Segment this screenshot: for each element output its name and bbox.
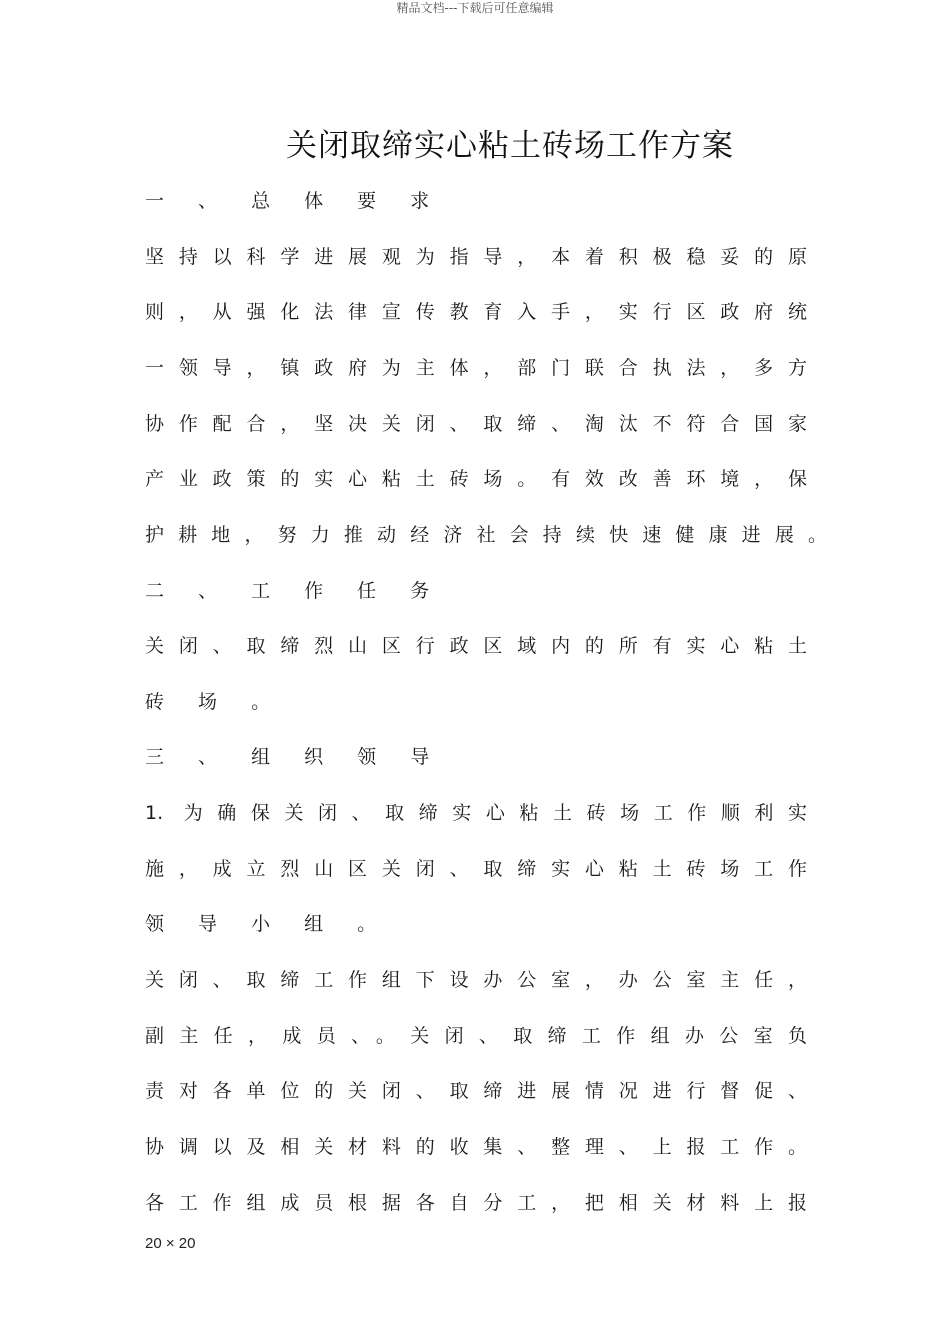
paragraph-line: 领 导 小 组 。 xyxy=(145,913,391,935)
page-header: 精品文档---下载后可任意编辑 xyxy=(396,1,554,15)
paragraph-line: 坚持以科学进展观为指导，本着积极稳妥的原 xyxy=(145,246,807,268)
paragraph-line: 砖 场 。 xyxy=(145,691,285,713)
footer-page-note: 20 × 20 xyxy=(145,1235,196,1252)
paragraph-line: 关闭、取缔工作组下设办公室，办公室主任， xyxy=(145,969,807,991)
paragraph-line: 1. 为确保关闭、取缔实心粘土砖场工作顺利实 xyxy=(145,802,807,824)
section-heading-2: 二 、 工 作 任 务 xyxy=(145,580,444,602)
section-heading-3: 三 、 组 织 领 导 xyxy=(145,746,444,768)
paragraph-line: 则，从强化法律宣传教育入手，实行区政府统 xyxy=(145,301,807,323)
document-title: 关闭取缔实心粘土砖场工作方案 xyxy=(286,128,734,164)
paragraph-line: 一领导，镇政府为主体，部门联合执法，多方 xyxy=(145,357,807,379)
paragraph-line: 协调以及相关材料的收集、整理、上报工作。 xyxy=(145,1136,807,1158)
paragraph-line: 关闭、取缔烈山区行政区域内的所有实心粘土 xyxy=(145,635,807,657)
section-heading-1: 一 、 总 体 要 求 xyxy=(145,190,444,212)
paragraph-line: 责对各单位的关闭、取缔进展情况进行督促、 xyxy=(145,1080,807,1102)
paragraph-line: 产业政策的实心粘土砖场。有效改善环境，保 xyxy=(145,468,807,490)
paragraph-line: 协作配合，坚决关闭、取缔、淘汰不符合国家 xyxy=(145,413,807,435)
paragraph-line: 护耕地，努力推动经济社会持续快速健康进展。 xyxy=(145,524,827,546)
paragraph-line: 副主任，成员、。关闭、取缔工作组办公室负 xyxy=(145,1025,807,1047)
paragraph-line: 施，成立烈山区关闭、取缔实心粘土砖场工作 xyxy=(145,858,807,880)
paragraph-line: 各工作组成员根据各自分工，把相关材料上报 xyxy=(145,1192,807,1214)
